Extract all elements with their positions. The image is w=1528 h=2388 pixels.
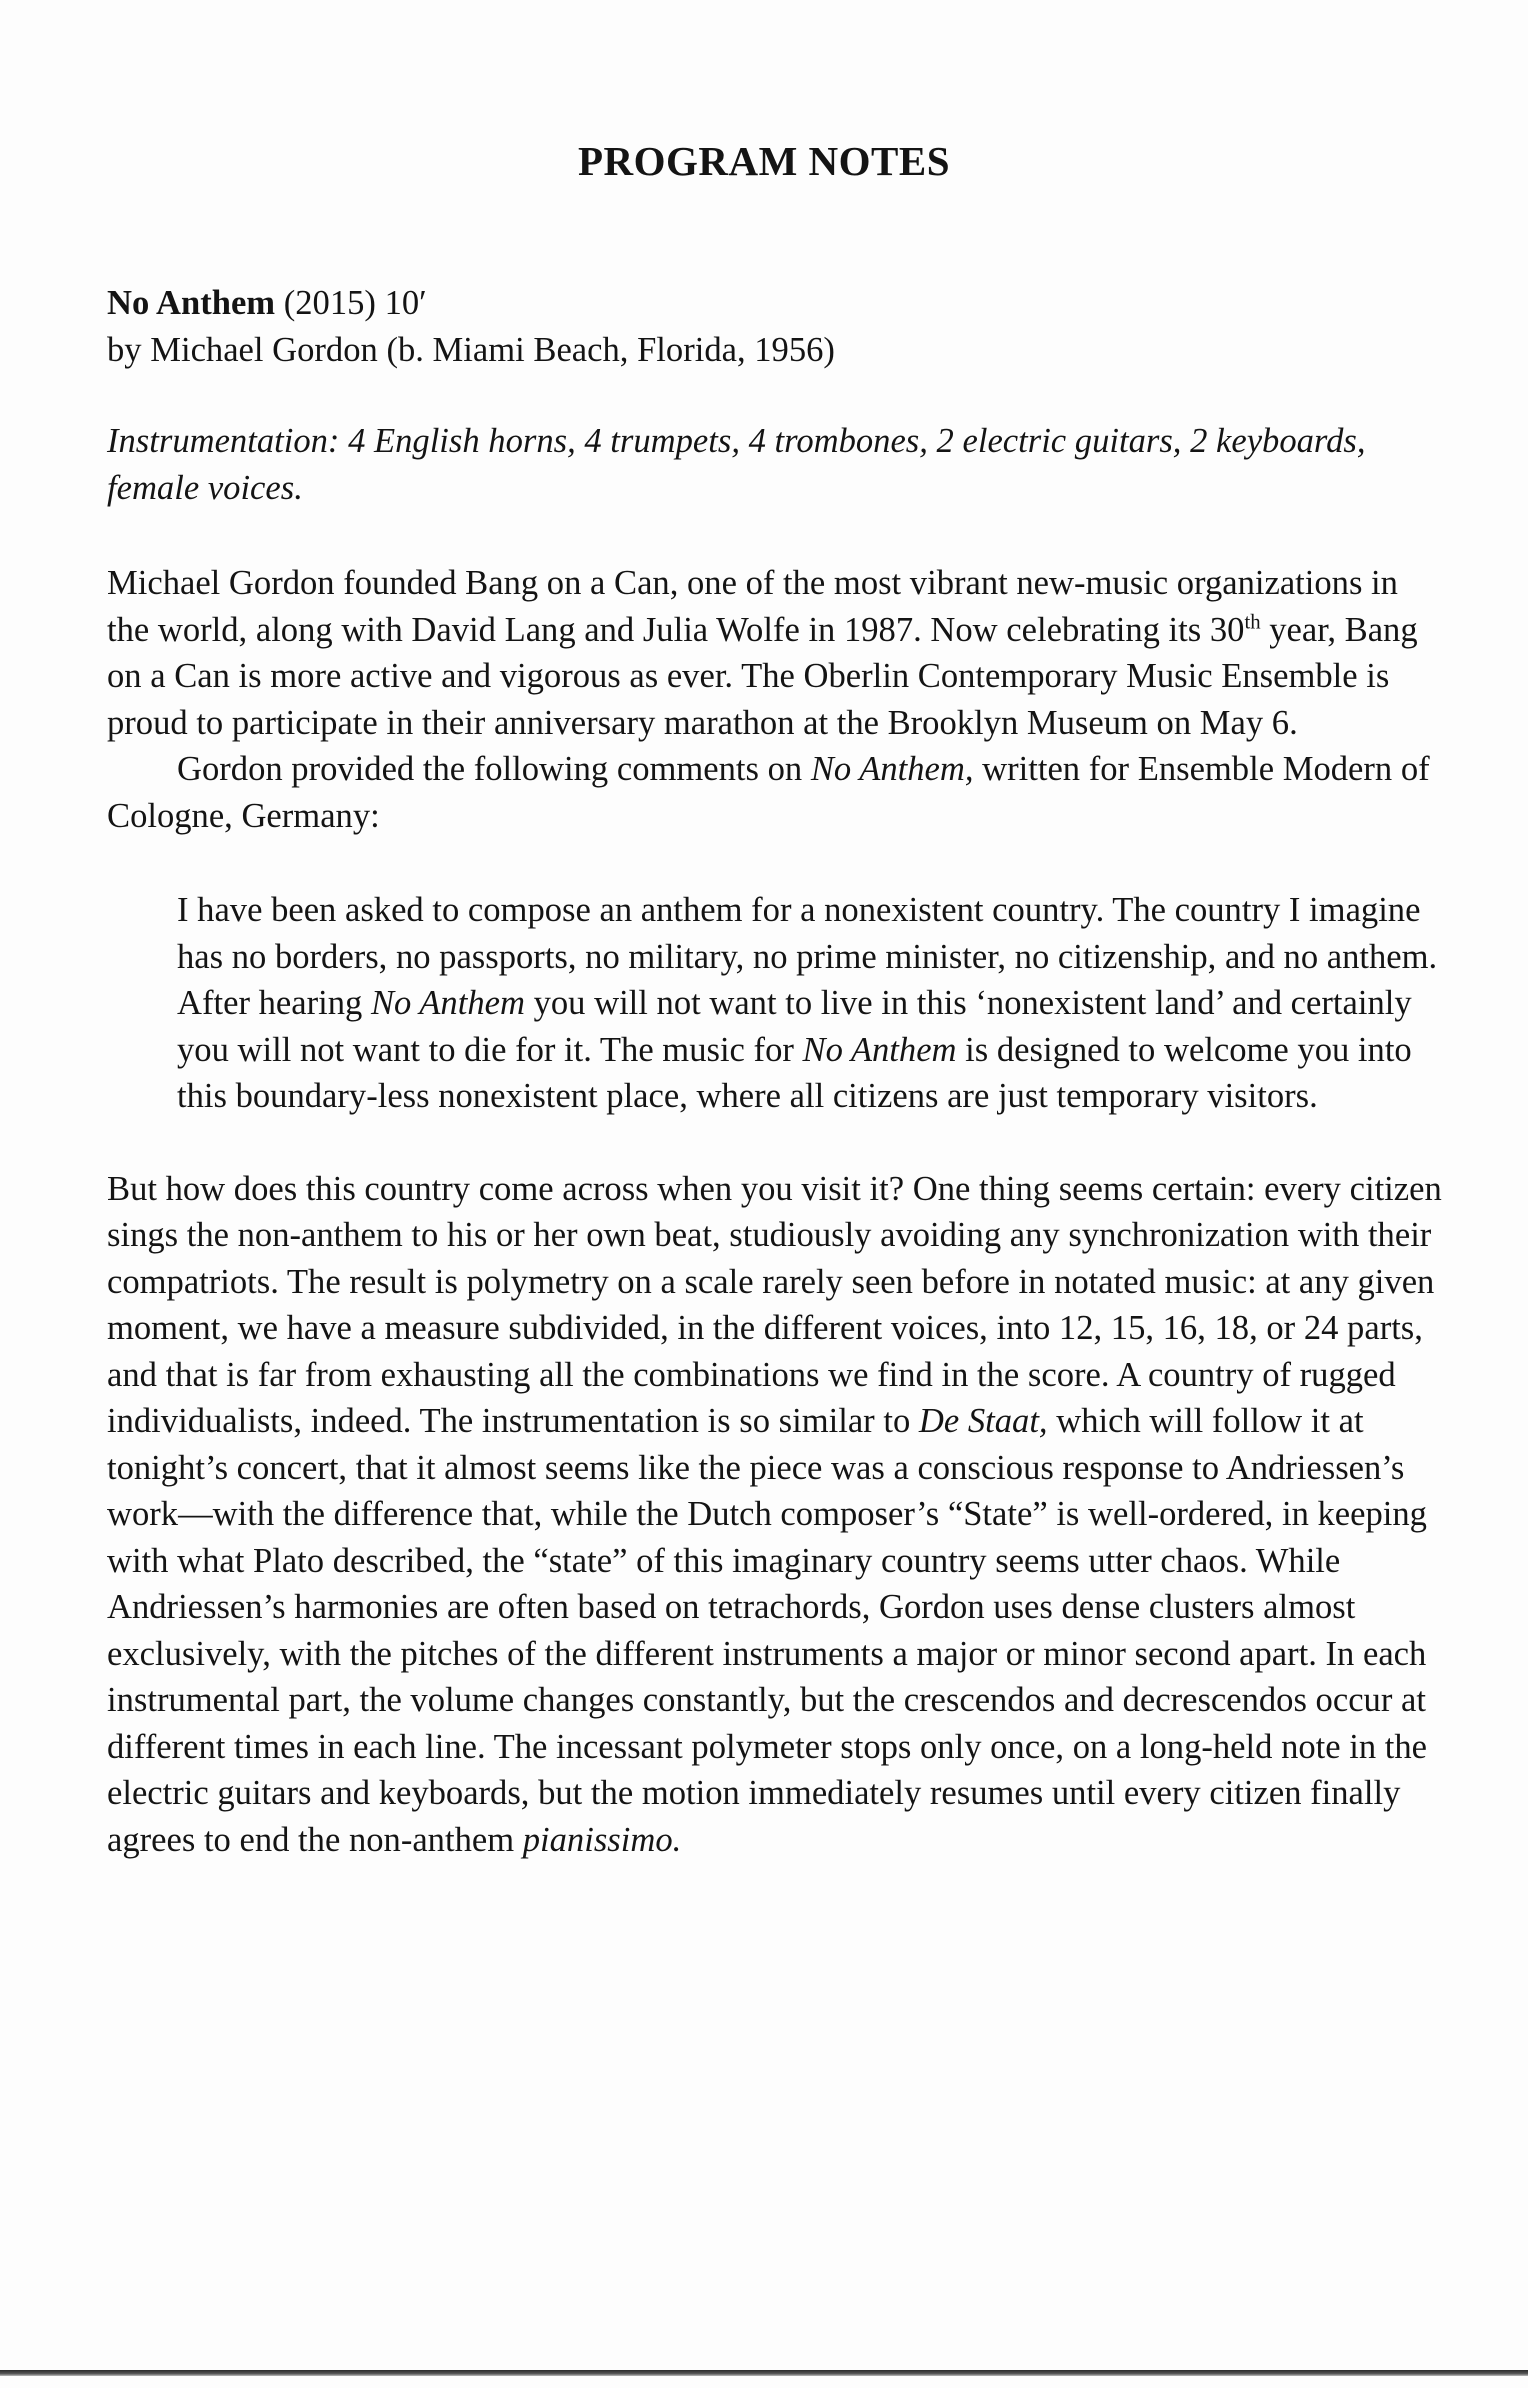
instrumentation xyxy=(107,418,1447,511)
work-title: No Anthem xyxy=(107,284,276,322)
work-details: (2015) 10′ xyxy=(275,284,427,322)
analysis-dynamic-term: pianissimo. xyxy=(522,1820,682,1859)
analysis-work-title: De Staat, xyxy=(918,1402,1048,1440)
ordinal-suffix: th xyxy=(1244,610,1261,633)
scan-bottom-edge xyxy=(0,2370,1528,2376)
composer-line: by Michael Gordon (b. Miami Beach, Florida, 1956) xyxy=(107,330,835,369)
quote-work-title-2: No Anthem xyxy=(802,1030,957,1069)
program-note-body xyxy=(107,280,1447,1863)
analysis-paragraph xyxy=(107,1166,1447,1864)
intro-text-a: Michael Gordon founded Bang on a Can, one of the most vibrant new-music organizations in the world, along with David Lang and Julia Wolfe in 1987. Now celebrating its 30 xyxy=(107,564,1398,649)
composer-quote xyxy=(177,887,1442,1120)
gordon-comments-intro xyxy=(107,746,1447,839)
quote-text-a: I have been asked to compose an anthem for a nonexistent country. The country I imagine has no borders, no passports, no military, no prime minister, no citizenship, and no anthem. After hearing xyxy=(177,891,1438,1022)
analysis-text-b: which will follow it at tonight’s concert, that it almost seems like the piece was a conscious response to Andriessen’s work—with the difference that, while the Dutch composer’s “State” is well-ordered, in keeping with what Plato described, the “state” of this imaginary country seems utter chaos. While Andriessen’s harmonies are often based on tetrachords, Gordon uses dense clusters almost exclusively, with the pitches of the different instruments a major or minor second apart. In each instrumental part, the volume changes constantly, but the crescendos and decrescendos occur at different times in each line. The incessant polymeter stops only once, on a long-held note in the electric guitars and keyboards, but the motion immediately resumes until every citizen finally agrees to end the non-anthem xyxy=(107,1402,1428,1859)
analysis-text-a: But how does this country come across when you visit it? One thing seems certain: every citizen sings the non-anthem to his or her own beat, studiously avoiding any synchronization with their compatriots. The result is polymetry on a scale rarely seen before in notated music: at any given moment, we have a measure subdivided, in the different voices, into 12, 15, 16, 18, or 24 parts, and that is far from exhausting all the combinations we find in the score. A country of rugged individualists, indeed. The instrumentation is so similar to xyxy=(107,1169,1442,1440)
comments-text-b: written for Ensemble Modern of Cologne, Germany: xyxy=(107,750,1430,835)
instrumentation-line-1: Instrumentation: 4 English horns, 4 trumpets, 4 trombones, 2 electric guitars, 2 keyboards, xyxy=(107,422,1366,460)
page-title: PROGRAM NOTES xyxy=(577,138,951,184)
quote-text-c: is designed to welcome you into this boundary-less nonexistent place, where all citizens are just temporary visitors. xyxy=(177,1030,1412,1115)
intro-text-b: year, Bang on a Can is more active and vigorous as ever. The Oberlin Contemporary Music Ensemble is proud to participate in their anniversary marathon at the Brooklyn Museum on May 6. xyxy=(107,610,1418,742)
instrumentation-line-2: female voices. xyxy=(107,468,303,507)
intro-paragraph xyxy=(107,560,1447,746)
quote-work-title-1: No Anthem xyxy=(370,984,525,1022)
quote-text-b: you will not want to live in this ‘nonexistent land’ and certainly you will not want to die for it. The music for xyxy=(177,984,1412,1069)
work-heading xyxy=(107,280,1447,327)
comments-text-a: Gordon provided the following comments on xyxy=(177,750,811,788)
comments-work-title: No Anthem, xyxy=(810,750,974,788)
